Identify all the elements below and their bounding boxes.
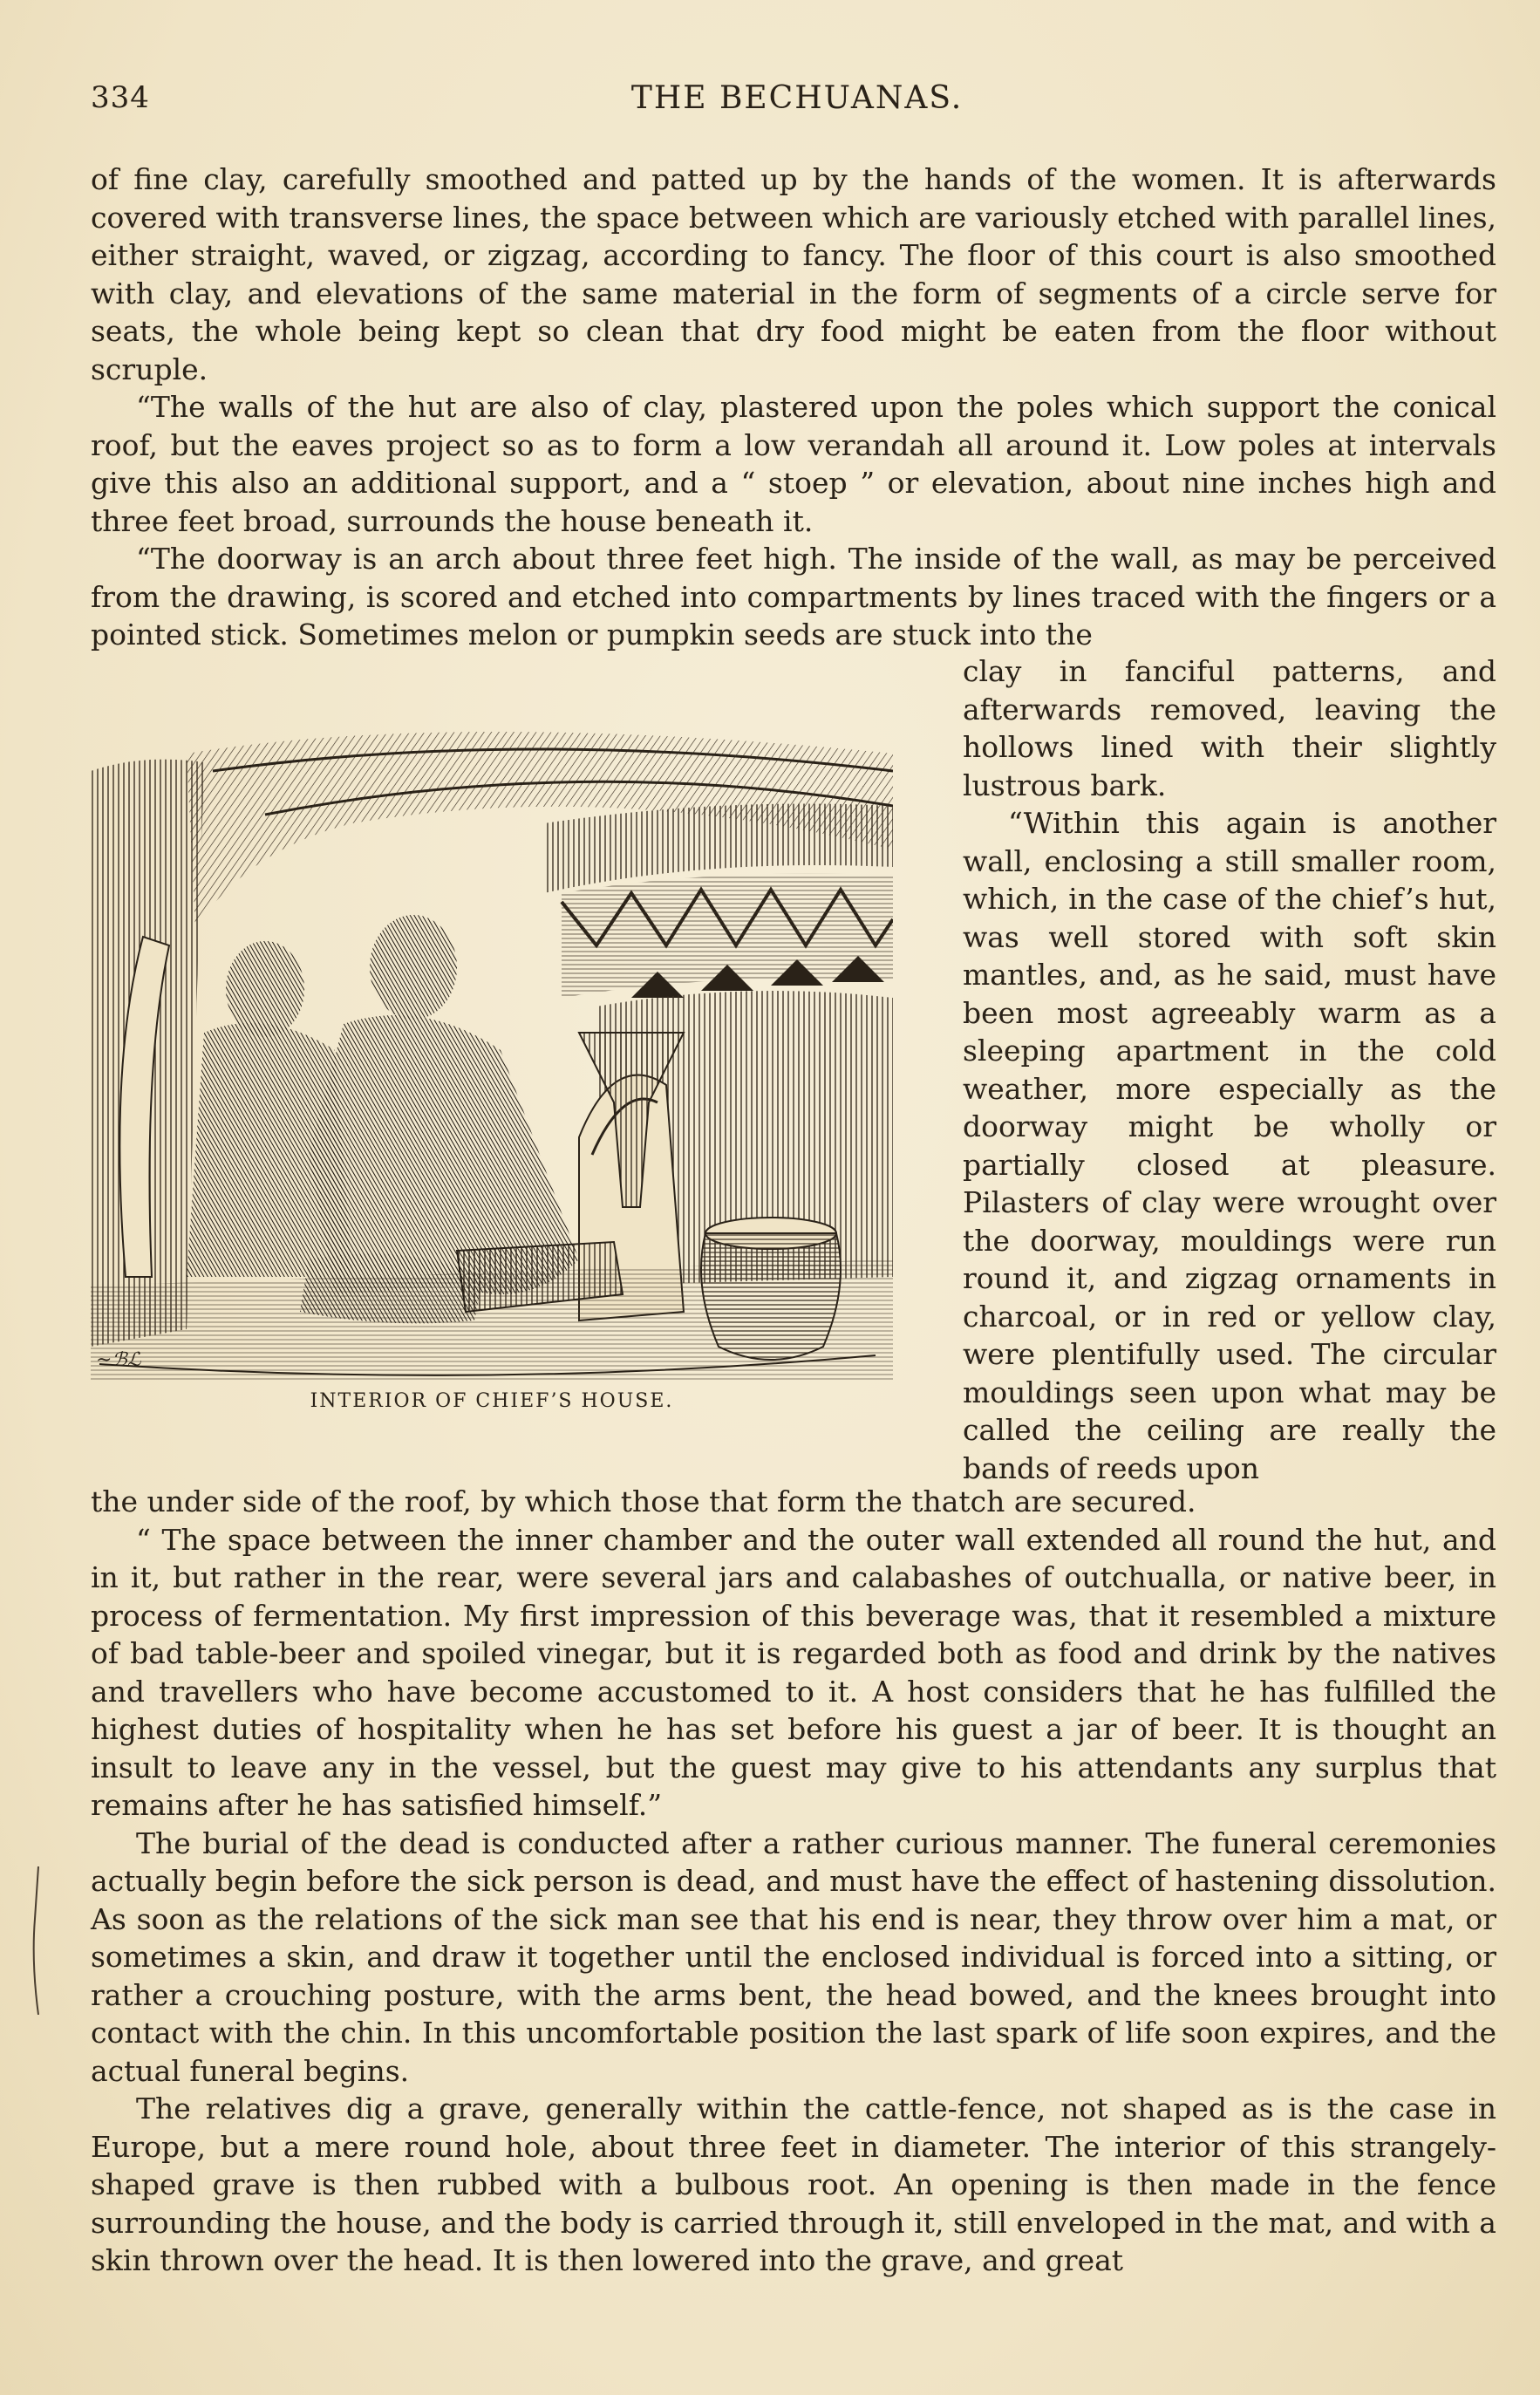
wrap-text-column: [963, 652, 1496, 1487]
paragraph: The burial of the dead is conducted after a rather curious manner. The funeral ceremonies actually begin before the sick person is dead, and must have the effect of hastening dissolution. As soon as the relations of the sick man see that his end is near, they throw over him a mat, or sometimes a skin, and draw it together until the enclosed individual is forced into a sitting, or rather a crouching posture, with the arms bent, the head bowed, and the knees brought into contact with the chin. In this uncomfortable position the last spark of life soon expires, and the actual funeral begins.: [91, 1825, 1496, 2088]
engraving-illustration: [91, 719, 893, 1380]
paragraph: “The doorway is an arch about three feet high. The inside of the wall, as may be perceived from the drawing, is scored and etched into compartments by lines traced with the fingers or a pointed stick. Sometimes melon or pumpkin seeds are stuck into the: [91, 542, 1496, 652]
paragraph: “The walls of the hut are also of clay, plastered upon the poles which support the conical roof, but the eaves project so as to form a low verandah all around it. Low poles at intervals give this also an additional support, and a “ stoep ” or elevation, about nine inches high and three feet broad, surrounds the house beneath it.: [91, 390, 1496, 538]
top-text-block: [91, 160, 1496, 654]
paragraph: the under side of the roof, by which those that form the thatch are secured.: [91, 1484, 1196, 1518]
paragraph: “Within this again is another wall, enclosing a still smaller room, which, in the case of the chief’s hut, was well stored with soft skin mantles, and, as he said, must have been most agreeably warm as a sleeping apartment in the cold weather, more especially as the doorway might be wholly or partially closed at pleasure. Pilasters of clay were wrought over the doorway, mouldings were run round it, and zigzag ornaments in charcoal, or in red or yellow clay, were plentifully used. The circular mouldings seen upon what may be called the ceiling are really the bands of reeds upon: [963, 806, 1496, 1485]
paragraph: clay in fanciful patterns, and afterwards removed, leaving the hollows lined with their slightly lustrous bark.: [963, 654, 1496, 802]
paragraph: The relatives dig a grave, generally within the cattle-fence, not shaped as is the case in Europe, but a mere round hole, about three feet in diameter. The interior of this strangely-shaped grave is then rubbed with a bulbous root. An opening is then made in the fence surrounding the house, and the body is carried through it, still enveloped in the mat, and with a skin thrown over the head. It is then lowered into the grave, and great: [91, 2091, 1496, 2277]
figure-caption: INTERIOR OF CHIEF’S HOUSE.: [310, 1390, 674, 1412]
page-number: 334: [91, 80, 150, 115]
paragraph: of fine clay, carefully smoothed and patted up by the hands of the women. It is afterwards covered with transverse lines, the space between which are variously etched with parallel lines, either straight, waved, or zigzag, according to fancy. The floor of this court is also smoothed with clay, and elevations of the same material in the form of segments of a circle serve for seats, the whole being kept so clean that dry food might be eaten from the floor without scruple.: [91, 162, 1496, 386]
running-title: THE BECHUANAS.: [630, 80, 964, 116]
beer-jar: [701, 1218, 841, 1360]
page-header: [91, 80, 1503, 124]
svg-text:~ℬℒ: ~ℬℒ: [96, 1349, 141, 1371]
bottom-text-block: [91, 1483, 1496, 2280]
margin-pencil-mark: [30, 1866, 42, 2015]
hut-interior-engraving: [91, 719, 893, 1380]
seated-figures: [187, 915, 579, 1323]
paragraph: “ The space between the inner chamber and the outer wall extended all round the hut, and in it, but rather in the rear, were several jars and calabashes of outchualla, or native beer, in process of fermentation. My first impression of this beverage was, that it resembled a mixture of bad table-beer and spoiled vinegar, but it is regarded both as food and drink by the natives and travellers who have become accustomed to it. A host considers that he has fulfilled the highest duties of hospitality when he has set before his guest a jar of beer. It is thought an insult to leave any in the vessel, but the guest may give to his attendants any surplus that remains after he has satisfied himself.”: [91, 1522, 1496, 1822]
